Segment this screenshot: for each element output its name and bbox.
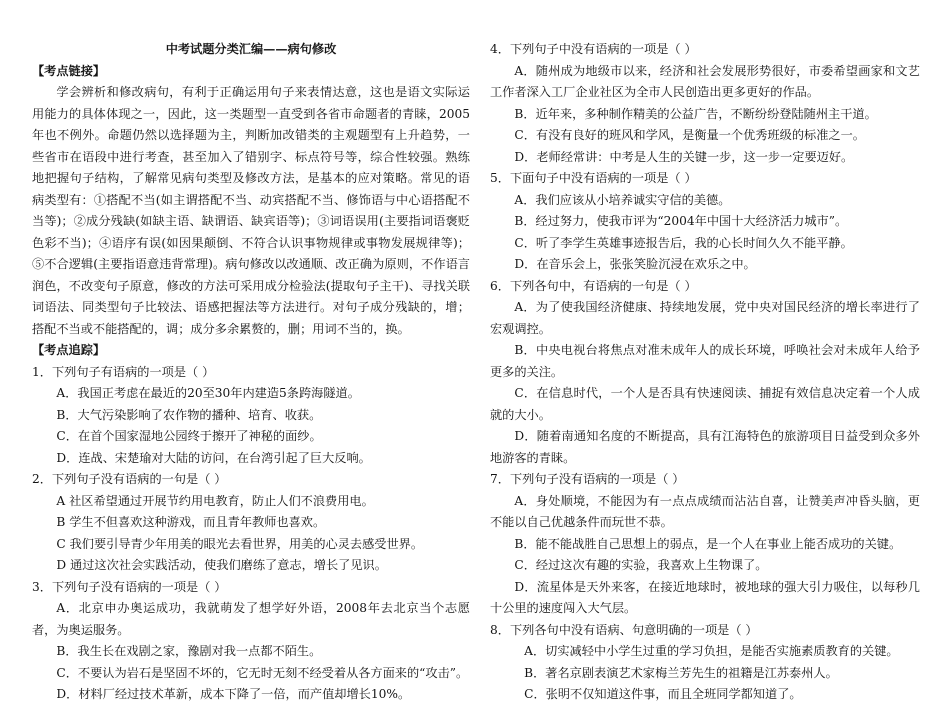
question-stem: 4．下列句子中没有语病的一项是（ ） bbox=[490, 42, 697, 56]
answer-option: D．连战、宋楚瑜对大陆的访问，在台湾引起了巨大反响。 bbox=[56, 450, 371, 465]
left-question-list bbox=[32, 362, 470, 706]
answer-option: C．在首个国家湿地公园终于擦开了神秘的面纱。 bbox=[56, 429, 322, 443]
answer-option: D．在音乐会上，张张笑脸沉浸在欢乐之中。 bbox=[514, 257, 756, 271]
question-item bbox=[490, 620, 920, 706]
answer-option: A．我国正考虑在最近的20至30年内建造5条跨海隧道。 bbox=[56, 386, 360, 400]
right-question-list bbox=[490, 39, 920, 706]
answer-option: C．听了李学生英雄事迹报告后，我的心长时间久久不能平静。 bbox=[514, 235, 853, 250]
answer-option: B．著名京剧表演艺术家梅兰芳先生的祖籍是江苏泰州人。 bbox=[524, 665, 838, 680]
answer-option: C．经过这次有趣的实验，我喜欢上生物课了。 bbox=[514, 558, 768, 572]
answer-option: A．切实减轻中小学生过重的学习负担，是能否实施素质教育的关键。 bbox=[524, 644, 899, 658]
answer-option: C．有没有良好的班风和学风，是衡量一个优秀班级的标准之一。 bbox=[514, 128, 865, 142]
question-stem: 7．下列句子没有语病的一项是（ ） bbox=[490, 472, 685, 486]
answer-option: A．为了使我国经济健康、持续地发展，党中央对国民经济的增长率进行了宏观调控。 bbox=[490, 300, 920, 336]
answer-option: B．能不能战胜自己思想上的弱点，是一个人在事业上能否成功的关键。 bbox=[514, 536, 902, 551]
answer-option: D 通过这次社会实践活动，使我们磨练了意志，增长了见识。 bbox=[56, 558, 387, 572]
left-column bbox=[32, 0, 470, 706]
section-heading-tracking: 【考点追踪】 bbox=[32, 343, 106, 357]
answer-option: D．老师经常讲：中考是人生的关键一步，这一步一定要迈好。 bbox=[514, 149, 854, 164]
question-item bbox=[32, 577, 470, 706]
question-stem: 5．下面句子中没有语病的一项是（ ） bbox=[490, 171, 697, 185]
answer-option: A．我们应该从小培养诚实守信的美德。 bbox=[514, 192, 731, 207]
answer-option: C．张明不仅知道这件事，而且全班同学都知道了。 bbox=[524, 687, 802, 701]
question-item bbox=[490, 168, 920, 276]
question-item bbox=[490, 469, 920, 620]
question-stem: 8．下列各句中没有语病、句意明确的一项是（ ） bbox=[490, 622, 758, 637]
answer-option: B．近年来，多种制作精美的公益广告，不断纷纷登陆随州主干道。 bbox=[514, 106, 877, 121]
answer-option: B 学生不但喜欢这种游戏，而且青年教师也喜欢。 bbox=[56, 515, 326, 529]
answer-option: A．身处顺境，不能因为有一点点成绩而沾沾自喜，让赞美声冲昏头脑，更不能以自己优越条件而玩世不恭。 bbox=[490, 493, 920, 529]
answer-option: A．随州成为地级市以来，经济和社会发展形势很好，市委希望画家和文艺工作者深入工厂企业社区为全市人民创造出更多更好的作品。 bbox=[490, 63, 920, 99]
answer-option: C．在信息时代，一个人是否具有快速阅读、捕捉有效信息决定着一个人成就的大小。 bbox=[490, 386, 920, 422]
question-item bbox=[32, 362, 470, 470]
answer-option: D．随着南通知名度的不断提高，具有江海特色的旅游项目日益受到众多外地游客的青睐。 bbox=[490, 429, 920, 465]
answer-option: C 我们要引导青少年用美的眼光去看世界，用美的心灵去感受世界。 bbox=[56, 536, 424, 551]
document-title: 中考试题分类汇编——病句修改 bbox=[165, 42, 337, 56]
answer-option: B．我生长在戏剧之家，豫剧对我一点都不陌生。 bbox=[56, 644, 322, 658]
answer-option: A 社区希望通过开展节约用电教育，防止人们不浪费用电。 bbox=[56, 493, 374, 508]
intro-paragraph: 学会辨析和修改病句，有利于正确运用句子来表情达意，这也是语文实际运用能力的具体体现之一，因此，这一类题型一直受到各省市命题者的青睐，2005年也不例外。命题仍然以选择题为主，判断加改错类的主观题型有上升趋势，一些省市在语段中进行考查，甚至加入了错别字、标点符号等，综合性较强。熟练地把握句子结构，了解常见病句类型及修改方法，是基本的应对策略。常见的语病类型有：①搭配不当(如主谓搭配不当、动宾搭配不当、修饰语与中心语搭配不当等)；②成分残缺(如缺主语、缺谓语、缺宾语等)；③词语误用(主要指词语褒贬色彩不当)；④语序有误(如因果颠倒、不符合认识事物规律或事物发展规律等)；⑤不合逻辑(主要指语意违背常理)。病句修改以改通顺、改正确为原则，不作语言润色，不改变句子原意，修改的方法可采用成分检验法(提取句子主干)、寻找关联词语法、同类型句子比较法、语感把握法等方法进行。对句子成分残缺的，增；搭配不当或不能搭配的，调；成分多余累赘的，删；用词不当的，换。 bbox=[32, 85, 470, 336]
question-item bbox=[490, 276, 920, 470]
answer-option: B．大气污染影响了农作物的播种、培育、收获。 bbox=[56, 407, 322, 422]
question-stem: 1．下列句子有语病的一项是（ ） bbox=[32, 364, 215, 379]
section-heading-links: 【考点链接】 bbox=[32, 63, 106, 78]
question-stem: 3．下列句子没有语病的一项是（ ） bbox=[32, 579, 227, 594]
question-stem: 2．下列句子没有语病的一句是（ ） bbox=[32, 472, 227, 486]
answer-option: D．材料厂经过技术革新，成本下降了一倍，而产值却增长10%。 bbox=[56, 687, 411, 701]
answer-option: C．不要认为岩石是坚固不坏的，它无时无刻不经受着从各方面来的“攻击”。 bbox=[56, 665, 469, 680]
question-item bbox=[32, 469, 470, 577]
answer-option: B．中央电视台将焦点对准未成年人的成长环境，呼唤社会对未成年人给予更多的关注。 bbox=[490, 343, 920, 379]
answer-option: B．经过努力，使我市评为“2004年中国十大经济活力城市”。 bbox=[514, 214, 848, 228]
question-item bbox=[490, 39, 920, 168]
question-stem: 6．下列各句中，有语病的一句是（ ） bbox=[490, 278, 697, 293]
answer-option: D．流星体是天外来客，在接近地球时，被地球的强大引力吸住，以每秒几十公里的速度闯入大气层。 bbox=[490, 579, 920, 615]
right-column bbox=[490, 0, 920, 706]
answer-option: A．北京申办奥运成功，我就萌发了想学好外语，2008年去北京当个志愿者，为奥运服务。 bbox=[32, 601, 470, 637]
